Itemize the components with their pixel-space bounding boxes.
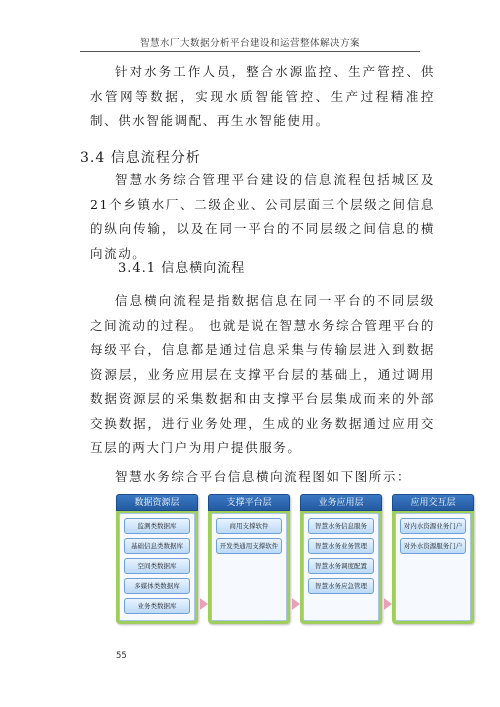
figure-intro-text: 智慧水务综合平台信息横向流程图如下图所示：	[115, 469, 412, 484]
diagram-item: 多媒体类数据库	[124, 578, 190, 594]
info-flow-diagram	[116, 494, 466, 626]
diagram-item: 对内水资源业务门户	[400, 518, 466, 534]
header-rule	[80, 51, 420, 52]
diagram-item: 业务类数据库	[124, 598, 190, 614]
diagram-item: 对外水资源服务门户	[400, 538, 466, 554]
column-data-resource	[116, 494, 198, 624]
diagram-item: 商用支撑软件	[216, 518, 282, 534]
flow-arrow-icon	[384, 598, 392, 610]
section-3-4-paragraph	[90, 168, 435, 266]
column-title: 业务应用层	[300, 494, 382, 511]
section-3-4-1-paragraph-text: 信息横向流程是指数据信息在同一平台的不同层级之间流动的过程。 也就是说在智慧水务综合管理平台的每级平台，信息都是通过信息采集与传输层进入到数据资源层，业务应用层在支撑平台层的基础上，通过调用数据资源层的采集数据和由支撑平台层集成而来的外部交换数据，进行业务处理，生成的业务数据通过应用交互层的两大门户为用户提供服务。	[90, 293, 435, 455]
page-header: 智慧水厂大数据分析平台建设和运营整体解决方案	[139, 38, 360, 49]
figure-intro	[90, 465, 435, 490]
flow-arrow-icon	[292, 598, 300, 610]
section-3-4-1-paragraph	[90, 289, 435, 461]
intro-paragraph-text: 针对水务工作人员，整合水源监控、生产管控、供水管网等数据，实现水质智能管控、生产过程精准控制、供水智能调配、再生水智能使用。	[90, 64, 435, 128]
column-body	[119, 513, 195, 621]
diagram-item: 智慧水务业务管理	[308, 538, 374, 554]
page-number: 55	[116, 651, 127, 661]
column-body	[211, 513, 287, 621]
diagram-item: 监测类数据库	[124, 518, 190, 534]
column-body	[395, 513, 471, 621]
diagram-item: 开发类通用支撑软件	[216, 538, 282, 554]
section-heading-3-4: 3.4 信息流程分析	[80, 150, 201, 166]
section-heading-3-4-1: 3.4.1 信息横向流程	[118, 261, 246, 276]
flow-arrow-icon	[200, 598, 208, 610]
column-app-interaction	[392, 494, 474, 624]
column-body	[303, 513, 379, 621]
diagram-item: 智慧水务应急管理	[308, 578, 374, 594]
diagram-item: 智慧水务调度配置	[308, 558, 374, 574]
column-support-platform	[208, 494, 290, 624]
column-business-app	[300, 494, 382, 624]
diagram-item: 智慧水务信息服务	[308, 518, 374, 534]
intro-paragraph	[90, 60, 435, 134]
diagram-item: 基础信息类数据库	[124, 538, 190, 554]
column-title: 数据资源层	[116, 494, 198, 511]
column-title: 应用交互层	[392, 494, 474, 511]
diagram-item: 空间类数据库	[124, 558, 190, 574]
section-3-4-paragraph-text: 智慧水务综合管理平台建设的信息流程包括城区及21个乡镇水厂、二级企业、公司层面三个层级之间信息的纵向传输，以及在同一平台的不同层级之间信息的横向流动。	[90, 172, 435, 261]
column-title: 支撑平台层	[208, 494, 290, 511]
